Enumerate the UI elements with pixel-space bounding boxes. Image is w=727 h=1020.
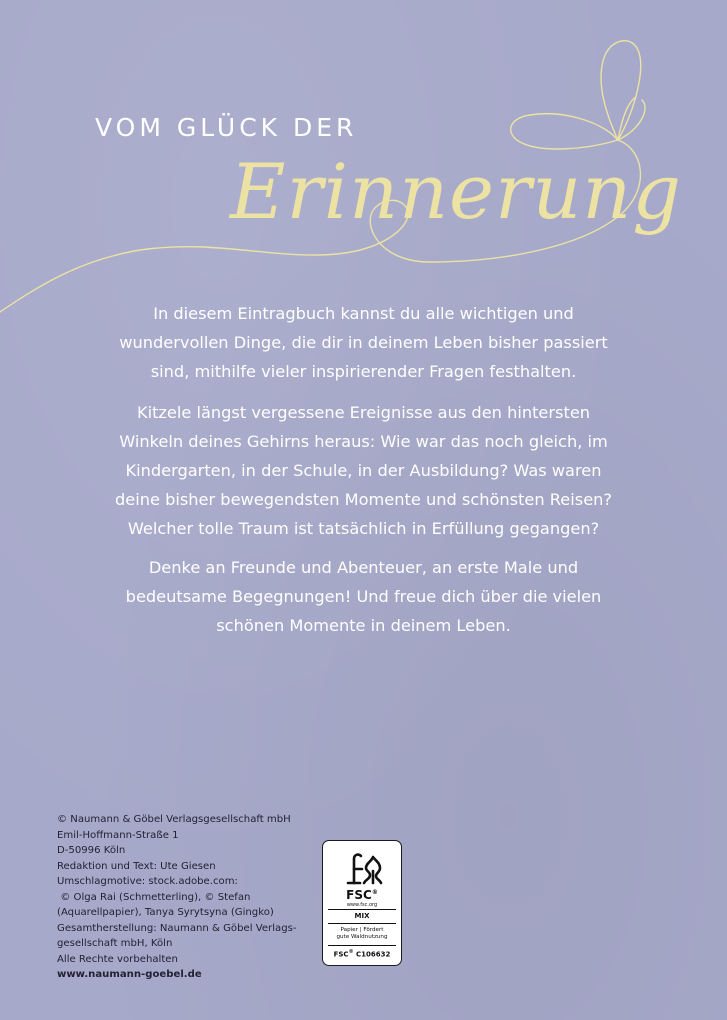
fsc-mix-label: MIX [354, 912, 370, 920]
paragraph-line: schönen Momente in deinem Leben. [216, 616, 511, 635]
publisher-website-link[interactable]: www.naumann-goebel.de [57, 969, 202, 980]
title-script-word: Erinnerung [230, 147, 682, 236]
imprint-line: © Olga Rai (Schmetterling), © Stefan [57, 891, 251, 903]
fsc-code-reg: ® [348, 949, 354, 955]
imprint-line: Redaktion und Text: Ute Giesen [57, 860, 216, 872]
fsc-description-line: gute Waldnutzung [336, 934, 388, 940]
title-top-line: VOM GLÜCK DER [95, 113, 358, 142]
imprint-line: Alle Rechte vorbehalten [57, 953, 178, 965]
paragraph-line: Welcher tolle Traum ist tatsächlich in Erfüllung gegangen? [127, 519, 600, 538]
fsc-tree-icon [340, 849, 386, 889]
fsc-url: www.fsc.org [346, 902, 378, 908]
imprint-line: D-50996 Köln [57, 845, 126, 856]
fsc-license-code [323, 949, 401, 958]
imprint-line: © Naumann & Göbel Verlagsgesellschaft mbH [57, 814, 291, 825]
paragraph-line: sind, mithilfe vieler inspirierender Fragen festhalten. [150, 362, 577, 381]
paragraph-line: Winkeln deines Gehirns heraus: Wie war das noch gleich, im [119, 432, 608, 451]
paragraph-line: In diesem Eintragbuch kannst du alle wichtigen und [153, 304, 574, 323]
imprint-line: Umschlagmotive: stock.adobe.com: [57, 876, 238, 887]
imprint-block [57, 812, 297, 983]
paragraph-line: wundervollen Dinge, die dir in deinem Leben bisher passiert [119, 333, 608, 352]
fsc-registered-mark: ® [371, 889, 378, 896]
imprint-line: (Aquarellpapier), Tanya Syrytsyna (Gingko) [57, 907, 274, 918]
imprint-line: Emil-Hoffmann-Straße 1 [57, 829, 179, 841]
paragraph-line: Kindergarten, in der Schule, in der Ausbildung? Was waren [125, 461, 602, 480]
paragraph-line: deine bisher bewegendsten Momente und schönsten Reisen? [114, 490, 613, 509]
fsc-name: FSC [346, 888, 372, 902]
paragraph-intro [80, 299, 647, 386]
paragraph-closing [80, 553, 647, 640]
fsc-divider [328, 923, 396, 924]
imprint-line: Gesamtherstellung: Naumann & Göbel Verlags- [57, 922, 297, 934]
fsc-code-prefix: FSC [333, 950, 349, 959]
fsc-divider [328, 945, 396, 946]
paragraph-line: Denke an Freunde und Abenteuer, an erste Male und [148, 558, 579, 577]
fsc-divider [328, 909, 396, 910]
fsc-description-line: Papier | Fördert [340, 927, 384, 933]
paragraph-line: Kitzele längst vergessene Ereignisse aus den hintersten [136, 403, 591, 422]
paragraph-memories [80, 398, 647, 543]
fsc-label [322, 840, 402, 966]
paragraph-line: bedeutsame Begegnungen! Und freue dich über die vielen [125, 587, 602, 606]
fsc-description [325, 927, 399, 941]
fsc-code-number: C106632 [353, 950, 391, 959]
imprint-line: gesellschaft mbH, Köln [57, 938, 173, 949]
